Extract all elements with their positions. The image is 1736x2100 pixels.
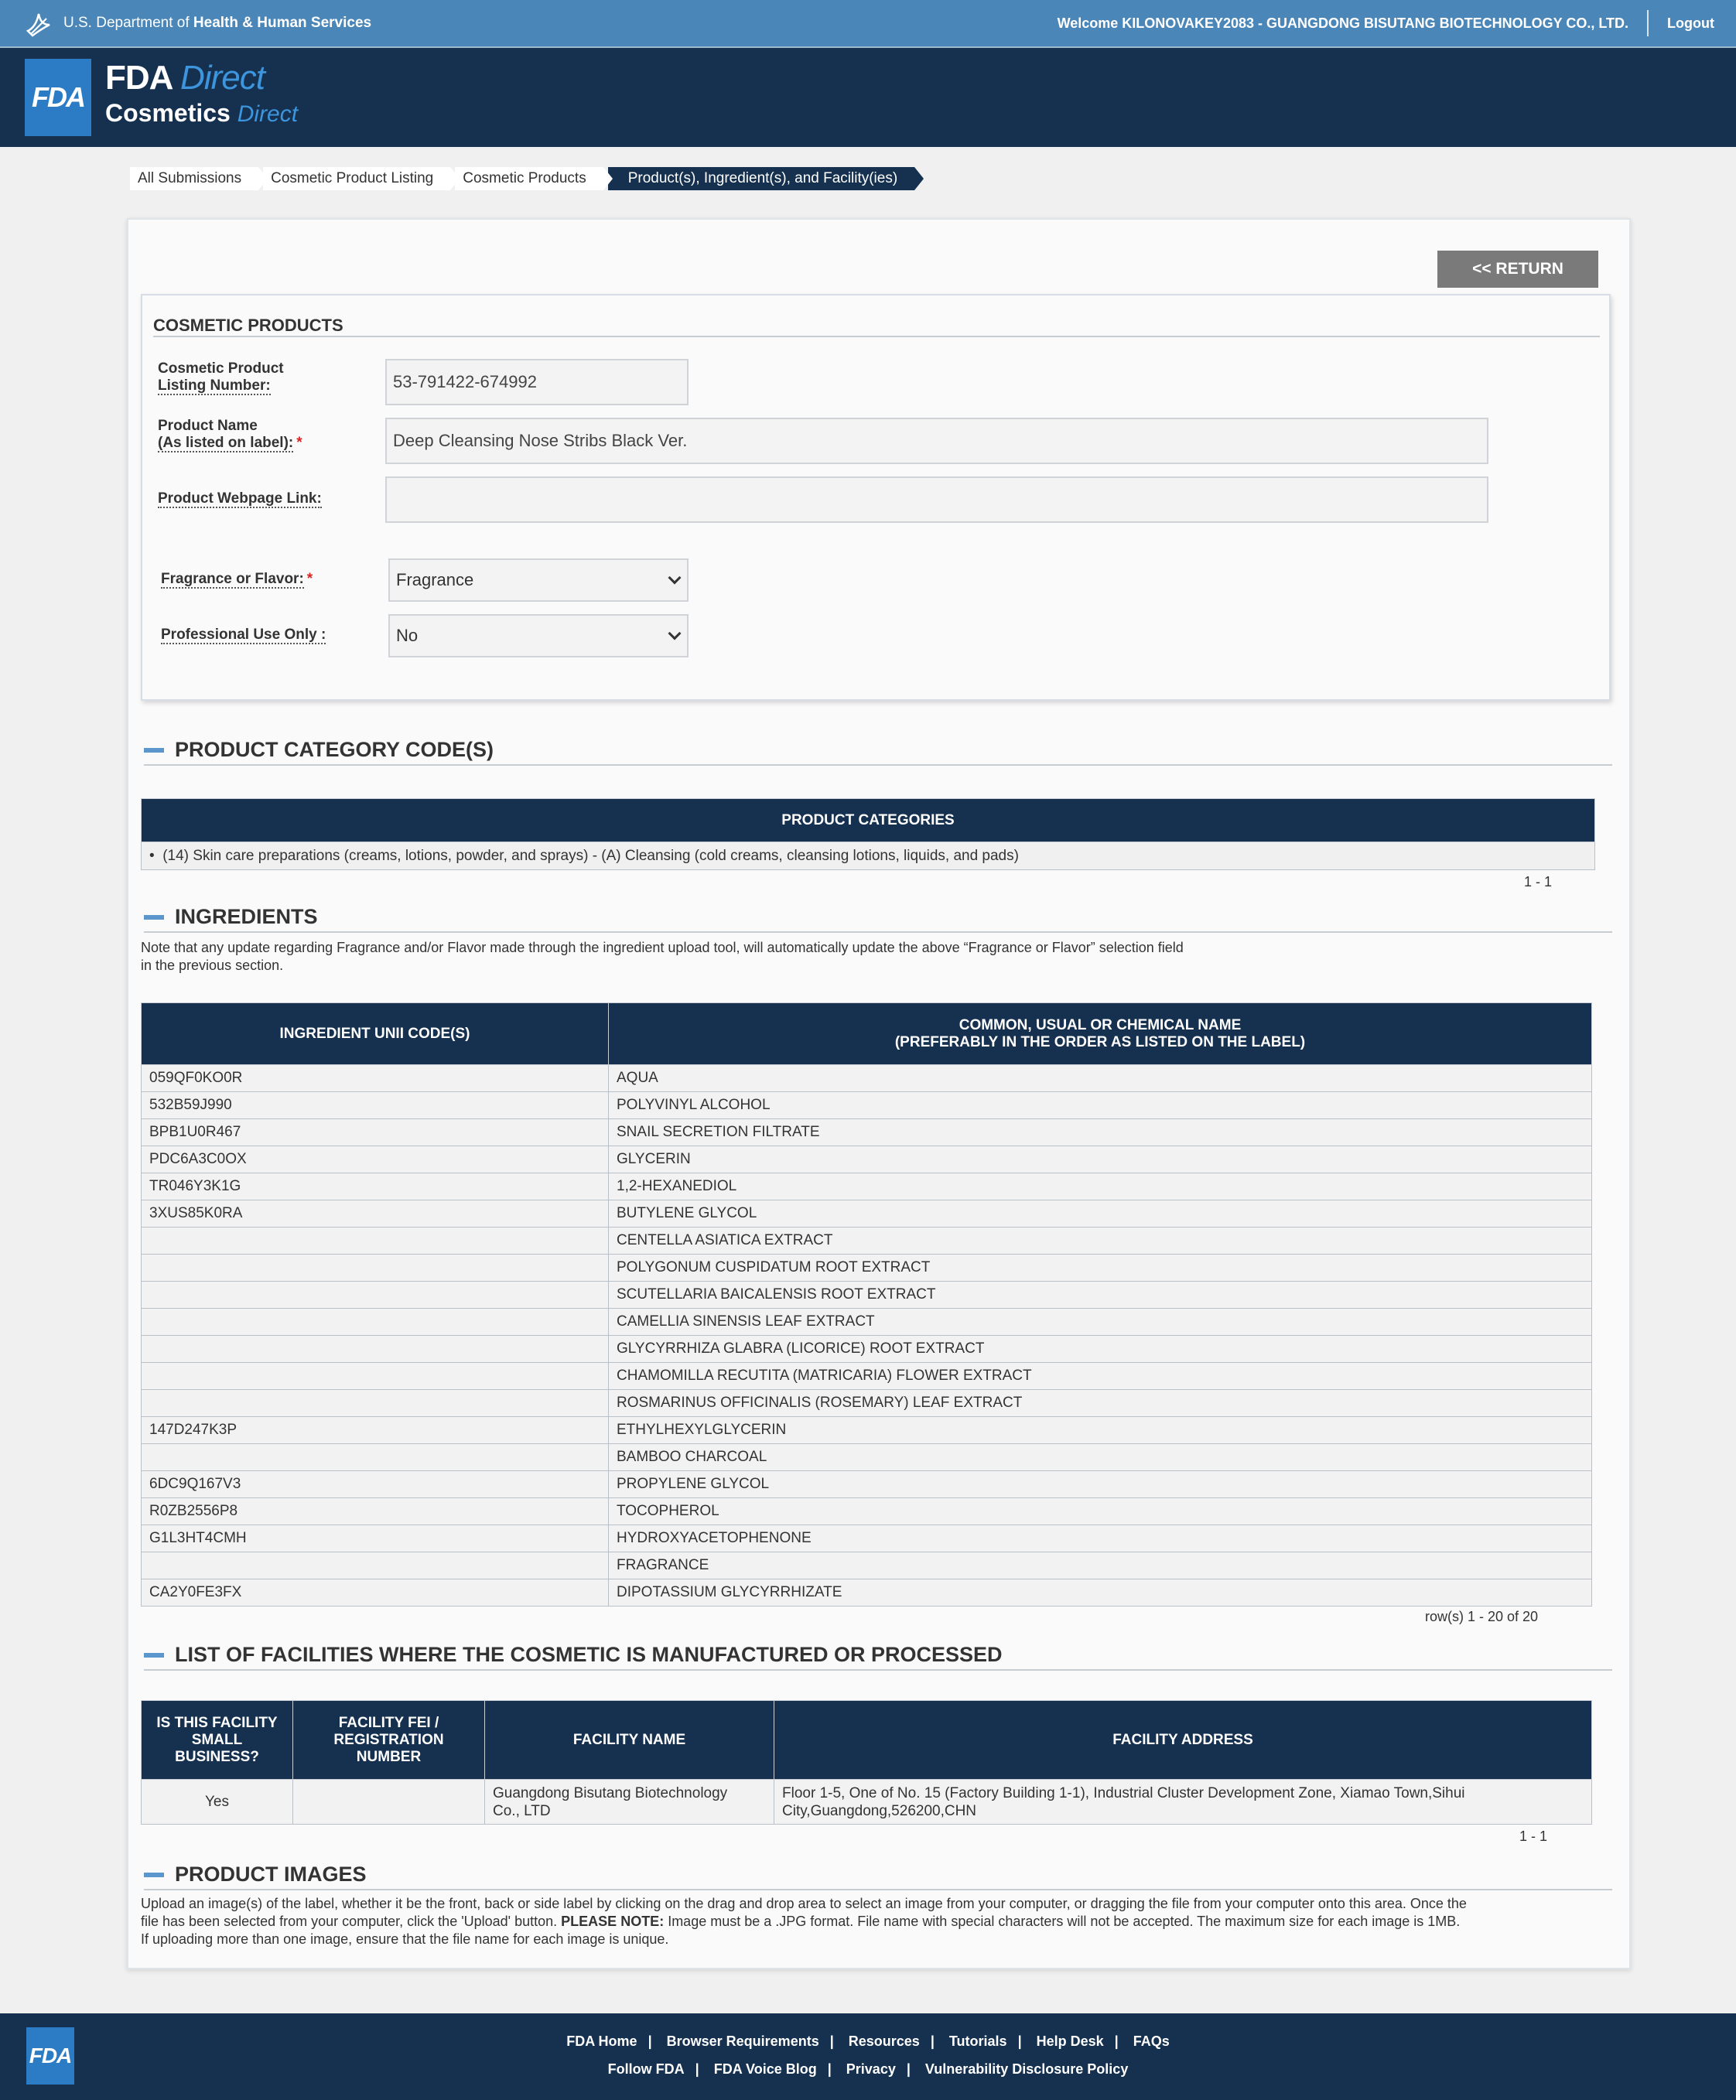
divider <box>144 1889 1612 1890</box>
unii-column-header[interactable]: INGREDIENT UNII CODE(S) <box>142 1003 609 1065</box>
professional-use-label: Professional Use Only : <box>161 627 326 643</box>
ingredient-name-cell: FRAGRANCE <box>609 1552 1592 1579</box>
ingredients-section-title[interactable]: INGREDIENTS <box>144 905 318 929</box>
ingredient-name-cell: GLYCERIN <box>609 1146 1592 1173</box>
table-row <box>142 1255 1592 1282</box>
site-footer <box>0 2013 1736 2100</box>
footer-link-browser-requirements[interactable]: Browser Requirements <box>666 2033 819 2049</box>
table-row <box>142 1146 1592 1173</box>
footer-links-row-1: FDA Home | Browser Requirements | Resources | Tutorials | Help Desk | FAQs <box>566 2033 1170 2049</box>
webpage-link-field[interactable] <box>385 476 1488 523</box>
hhs-branding[interactable] <box>23 8 371 39</box>
ingredient-name-cell: POLYVINYL ALCOHOL <box>609 1092 1592 1119</box>
table-row <box>142 1119 1592 1146</box>
ingredient-name-cell: SCUTELLARIA BAICALENSIS ROOT EXTRACT <box>609 1282 1592 1309</box>
listing-number-label: Cosmetic Product Listing Number: <box>158 360 284 394</box>
unii-code-cell: CA2Y0FE3FX <box>142 1579 609 1607</box>
listing-number-field[interactable]: 53-791422-674992 <box>385 359 689 405</box>
images-section-title[interactable]: PRODUCT IMAGES <box>144 1863 367 1887</box>
unii-code-cell <box>142 1255 609 1282</box>
ingredients-table <box>141 1002 1592 1607</box>
collapse-icon[interactable] <box>144 1653 164 1658</box>
footer-link-follow-fda[interactable]: Follow FDA <box>607 2061 685 2077</box>
table-row <box>142 1444 1592 1471</box>
table-row <box>142 1336 1592 1363</box>
return-button[interactable]: << RETURN <box>1437 251 1598 288</box>
table-row <box>142 1092 1592 1119</box>
product-name-label: Product Name (As listed on label): * <box>158 418 302 451</box>
footer-link-privacy[interactable]: Privacy <box>846 2061 896 2077</box>
unii-code-cell: 6DC9Q167V3 <box>142 1471 609 1498</box>
table-row <box>142 1363 1592 1390</box>
footer-links-row-2: Follow FDA | FDA Voice Blog | Privacy | Vulnerability Disclosure Policy <box>607 2061 1129 2077</box>
site-header <box>0 46 1736 147</box>
facility-name-header: FACILITY NAME <box>485 1701 774 1780</box>
unii-code-cell: PDC6A3C0OX <box>142 1146 609 1173</box>
collapse-icon[interactable] <box>144 915 164 920</box>
footer-link-faqs[interactable]: FAQs <box>1133 2033 1170 2049</box>
ingredient-name-cell: CHAMOMILLA RECUTITA (MATRICARIA) FLOWER EXTRACT <box>609 1363 1592 1390</box>
hhs-label: U.S. Department of Health & Human Services <box>63 15 372 31</box>
ingredient-name-cell: 1,2-HEXANEDIOL <box>609 1173 1592 1200</box>
table-row <box>142 1200 1592 1228</box>
small-business-header: IS THIS FACILITY SMALL BUSINESS? <box>142 1701 293 1780</box>
ingredient-name-cell: TOCOPHEROL <box>609 1498 1592 1525</box>
unii-code-cell <box>142 1552 609 1579</box>
divider <box>144 764 1612 766</box>
facility-name-cell: Guangdong Bisutang Biotechnology Co., LTD <box>485 1780 774 1825</box>
footer-fda-logo[interactable]: FDA <box>26 2027 74 2085</box>
categories-header: PRODUCT CATEGORIES <box>142 799 1595 842</box>
cosmetics-direct-brand: Cosmetics Direct <box>105 99 299 127</box>
divider <box>153 336 1600 337</box>
ingredient-name-cell: AQUA <box>609 1065 1592 1092</box>
ingredient-name-cell: ETHYLHEXYLGLYCERIN <box>609 1417 1592 1444</box>
ingredient-name-cell: BUTYLENE GLYCOL <box>609 1200 1592 1228</box>
fei-cell <box>293 1780 485 1825</box>
categories-pager: 1 - 1 <box>1524 874 1553 890</box>
fragrance-select[interactable] <box>388 558 689 602</box>
table-row <box>142 1065 1592 1092</box>
footer-link-resources[interactable]: Resources <box>848 2033 920 2049</box>
facilities-pager: 1 - 1 <box>1519 1829 1548 1844</box>
category-item: • (14) Skin care preparations (creams, lotions, powder, and sprays) - (A) Cleansing (cold creams, cleansing lotions, liquids, and pads) <box>142 842 1595 870</box>
breadcrumb <box>130 167 919 190</box>
footer-link-tutorials[interactable]: Tutorials <box>948 2033 1007 2049</box>
breadcrumb-current: Product(s), Ingredient(s), and Facility(ies) <box>608 167 914 190</box>
unii-code-cell: 059QF0KO0R <box>142 1065 609 1092</box>
divider <box>144 931 1612 933</box>
collapse-icon[interactable] <box>144 1873 164 1877</box>
ingredient-name-cell: DIPOTASSIUM GLYCYRRHIZATE <box>609 1579 1592 1607</box>
welcome-text: Welcome KILONOVAKEY2083 - GUANGDONG BISUTANG BIOTECHNOLOGY CO., LTD. <box>1057 15 1629 31</box>
ingredient-name-cell: SNAIL SECRETION FILTRATE <box>609 1119 1592 1146</box>
ingredient-name-cell: HYDROXYACETOPHENONE <box>609 1525 1592 1552</box>
table-row <box>142 1173 1592 1200</box>
collapse-icon[interactable] <box>144 748 164 753</box>
table-row <box>142 1471 1592 1498</box>
fei-header: FACILITY FEI / REGISTRATION NUMBER <box>293 1701 485 1780</box>
fda-direct-brand: FDA Direct <box>105 59 265 97</box>
ingredients-note: Note that any update regarding Fragrance and/or Flavor made through the ingredient upload tool, will automatically update the above “Fragrance or Flavor” selection field in the previous section. <box>141 940 1184 973</box>
breadcrumb-cosmetic-products[interactable]: Cosmetic Products <box>455 167 603 190</box>
hhs-topbar <box>0 0 1736 46</box>
table-row <box>142 1498 1592 1525</box>
main-card <box>127 218 1631 1969</box>
table-row <box>142 1417 1592 1444</box>
breadcrumb-all-submissions[interactable]: All Submissions <box>130 167 258 190</box>
facility-address-header: FACILITY ADDRESS <box>774 1701 1592 1780</box>
unii-code-cell <box>142 1336 609 1363</box>
chevron-down-icon <box>668 572 682 585</box>
ingredient-name-cell: CENTELLA ASIATICA EXTRACT <box>609 1228 1592 1255</box>
unii-code-cell <box>142 1390 609 1417</box>
footer-link-voice-blog[interactable]: FDA Voice Blog <box>713 2061 817 2077</box>
table-row <box>142 1579 1592 1607</box>
breadcrumb-product-listing[interactable]: Cosmetic Product Listing <box>263 167 450 190</box>
unii-code-cell: BPB1U0R467 <box>142 1119 609 1146</box>
chevron-down-icon <box>668 627 682 640</box>
panel-title: COSMETIC PRODUCTS <box>153 316 343 335</box>
ingredient-name-cell: CAMELLIA SINENSIS LEAF EXTRACT <box>609 1309 1592 1336</box>
table-row <box>142 1228 1592 1255</box>
table-row <box>142 1525 1592 1552</box>
unii-code-cell <box>142 1228 609 1255</box>
unii-code-cell: R0ZB2556P8 <box>142 1498 609 1525</box>
fragrance-label: Fragrance or Flavor: * <box>161 571 313 587</box>
facilities-table <box>141 1700 1592 1825</box>
footer-link-help-desk[interactable]: Help Desk <box>1036 2033 1104 2049</box>
ingredients-pager: row(s) 1 - 20 of 20 <box>1425 1609 1539 1624</box>
images-instructions: Upload an image(s) of the label, whether it be the front, back or side label by clicking on the drag and drop area to select an image from your computer, or dragging the file from your computer onto this area. Once the file has been selected from your computer, click the 'Upload' button. PLEASE NOTE: Image must be a .JPG format. File name with special characters will not be accepted. The maximum size for each image is 1MB. If uploading more than one image, ensure that the file name for each image is unique. <box>141 1896 1467 1947</box>
categories-table <box>141 798 1595 870</box>
ingredient-name-cell: BAMBOO CHARCOAL <box>609 1444 1592 1471</box>
footer-link-vulnerability[interactable]: Vulnerability Disclosure Policy <box>924 2061 1129 2077</box>
professional-use-select[interactable] <box>388 614 689 657</box>
hhs-eagle-icon <box>23 8 54 39</box>
table-row <box>142 1552 1592 1579</box>
divider <box>144 1669 1612 1671</box>
unii-code-cell <box>142 1363 609 1390</box>
unii-code-cell <box>142 1309 609 1336</box>
unii-code-cell <box>142 1444 609 1471</box>
unii-code-cell: TR046Y3K1G <box>142 1173 609 1200</box>
professional-selected-value: No <box>396 626 419 645</box>
category-section-title[interactable]: PRODUCT CATEGORY CODE(S) <box>144 738 494 762</box>
divider <box>1647 10 1649 36</box>
logout-link[interactable]: Logout <box>1667 15 1714 31</box>
ingredient-name-cell: POLYGONUM CUSPIDATUM ROOT EXTRACT <box>609 1255 1592 1282</box>
table-row <box>142 1282 1592 1309</box>
unii-code-cell: 3XUS85K0RA <box>142 1200 609 1228</box>
name-column-header[interactable]: COMMON, USUAL OR CHEMICAL NAME (PREFERABLY IN THE ORDER AS LISTED ON THE LABEL) <box>609 1003 1592 1065</box>
small-business-cell: Yes <box>142 1780 293 1825</box>
table-row <box>142 1309 1592 1336</box>
facility-address-cell: Floor 1-5, One of No. 15 (Factory Building 1-1), Industrial Cluster Development Zone, Xiamao Town,Sihui City,Guangdong,526200,CHN <box>774 1780 1592 1825</box>
unii-code-cell: 532B59J990 <box>142 1092 609 1119</box>
facilities-section-title[interactable]: LIST OF FACILITIES WHERE THE COSMETIC IS MANUFACTURED OR PROCESSED <box>144 1643 1003 1667</box>
cosmetic-products-panel <box>141 294 1611 701</box>
ingredient-name-cell: PROPYLENE GLYCOL <box>609 1471 1592 1498</box>
ingredient-name-cell: ROSMARINUS OFFICINALIS (ROSEMARY) LEAF EXTRACT <box>609 1390 1592 1417</box>
footer-link-fda-home[interactable]: FDA Home <box>566 2033 637 2049</box>
webpage-link-label: Product Webpage Link: <box>158 490 322 507</box>
product-name-field[interactable]: Deep Cleansing Nose Stribs Black Ver. <box>385 418 1488 464</box>
unii-code-cell: 147D247K3P <box>142 1417 609 1444</box>
table-row <box>142 1780 1592 1825</box>
table-row <box>142 1390 1592 1417</box>
ingredient-name-cell: GLYCYRRHIZA GLABRA (LICORICE) ROOT EXTRACT <box>609 1336 1592 1363</box>
fragrance-selected-value: Fragrance <box>396 570 474 589</box>
unii-code-cell <box>142 1282 609 1309</box>
unii-code-cell: G1L3HT4CMH <box>142 1525 609 1552</box>
fda-logo[interactable]: FDA <box>25 59 91 136</box>
